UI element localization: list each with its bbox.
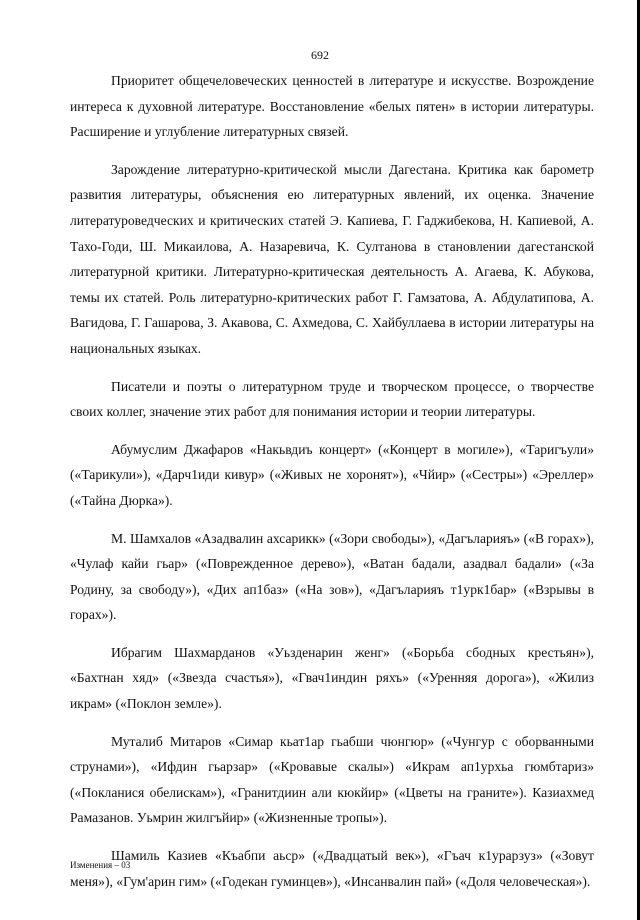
paragraph-literary-criticism: Зарождение литературно-критической мысли Дагестана. Критика как барометр развития литературы, объяснения ею литературных явлений, их оценка. Значение литературоведческих и критических статей Э. Капиева, Г. Гаджибекова, Н. Капиевой, А. Тахо-Годи, Ш. Микаилова, А. Назаревича, К. Султанова в становлении дагестанской литературной критики. Литературно-критическая деятельность А. Агаева, К. Абукова, темы их статей. Роль литературно-критических работ Г. Гамзатова, А. Абдулатипова, А. Вагидова, Г. Гашарова, З. Акавова, С. Ахмедова, С. Хайбуллаева в истории литературы на национальных языках. xyxy=(70,161,594,356)
revision-footer: Изменения – 03 xyxy=(70,860,131,870)
paragraph-shamkhalov: М. Шамхалов «Азадвалин ахсарикк» («Зори свободы»), «Дагъларияъ» («В горах»), «Чулаф кайи гьар» («Поврежденное дерево»), «Ватан бадали, азадвал бадали» («За Родину, за свободу»), «Дих ап1баз» («На зов»), «Дагъларияъ т1урк1бар» («Взрывы в горах»). xyxy=(70,530,594,623)
paragraph-dzhafarov: Абумуслим Джафаров «Накьвдиъ концерт» («Концерт в могиле»), «Таригъули» («Тарикули»), «Дарч1иди кивур» («Живых не хоронят»), «Чйир» («Сестры») «Эреллер» («Тайна Дюрка»). xyxy=(70,441,594,508)
paragraph-priorities: Приоритет общечеловеческих ценностей в литературе и искусстве. Возрождение интереса к духовной литературе. Восстановление «белых пятен» в истории литературы. Расширение и углубление литературных связей. xyxy=(70,73,594,140)
paragraph-kaziev: Шамиль Казиев «Къабпи аьср» («Двадцатый век»), «Гъач к1урарзуз» («Зовут меня»), «Гум'арин гим» («Годекан гуминцев»), «Инсанвалин пай» («Доля человеческая»). xyxy=(70,848,594,889)
paragraph-writers-on-craft: Писатели и поэты о литературном труде и творческом процессе, о творчестве своих коллег, значение этих работ для понимания истории и теории литературы. xyxy=(70,378,594,420)
paragraph-shakhmardanov: Ибрагим Шахмарданов «Уьзденарин женг» («Борьба сбодных крестьян»), «Бахтнан хяд» («Звезда счастья»), «Гвач1индин ряхъ» («Уренняя дорога»), «Жилиз икрам» («Поклон земле»). xyxy=(70,644,594,712)
page-number: 692 xyxy=(311,48,329,62)
paragraph-mitarov: Муталиб Митаров «Симар кьат1ар гьабши чюнгюр» («Чунгур с оборванными струнами»), «Ифдин гьарзар» («Кровавые скалы») «Икрам ап1урхьа гюмбтариз» («Покланися обелискам»), «Гранитдиин али кюкйир» («Цветы на граните»). Казиахмед Рамазанов. Уьмрин жилгъйир» («Жизненные тропы»). xyxy=(70,733,594,826)
page-body xyxy=(70,68,594,906)
